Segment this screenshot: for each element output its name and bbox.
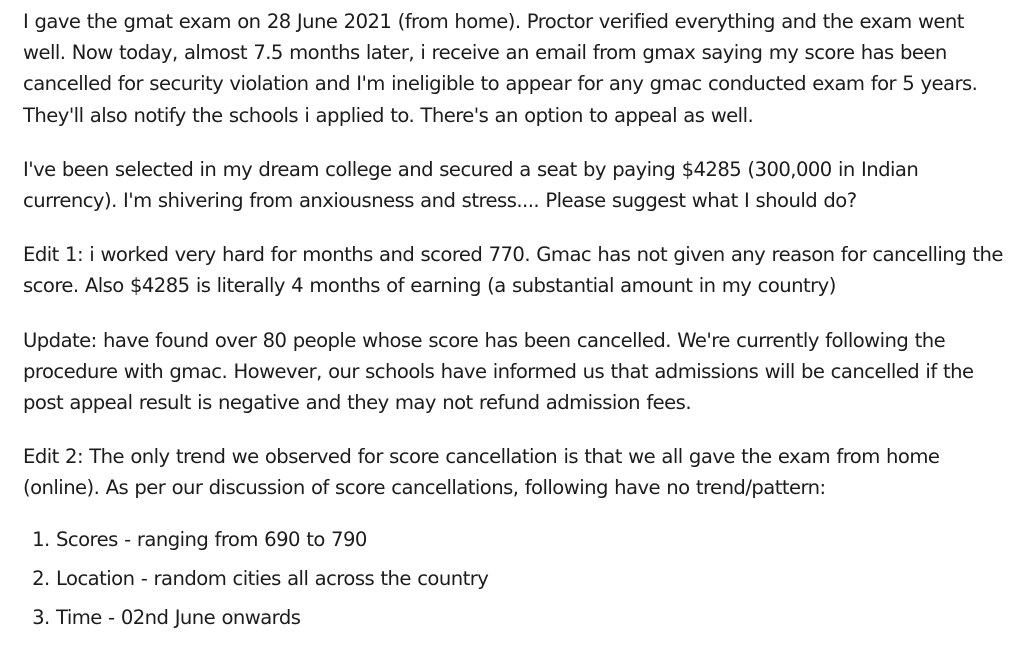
post-paragraph-edit-2: Edit 2: The only trend we observed for score cancellation is that we all gave the exam from home (online). As per our discussion of score cancellations, following have no trend/pattern: (23, 445, 940, 500)
post-paragraph-payment: I've been selected in my dream college and secured a seat by paying $4285 (300,000 in Indian currency). I'm shivering from anxiousness and stress.... Please suggest what I should do? (23, 157, 919, 213)
post-paragraph-update: Update: have found over 80 people whose score has been cancelled. We're currently following the procedure with gmac. However, our schools have informed us that admissions will be cancelled if the post appeal result is negative and they may not refund admission fees. (23, 328, 974, 415)
post-body (23, 6, 1008, 641)
list-item-scores: 1. Scores - ranging from 690 to 790 (56, 524, 1008, 555)
post-paragraph-intro: I gave the gmat exam on 28 June 2021 (from home). Proctor verified everything and the exam went well. Now today, almost 7.5 months later, i receive an email from gmax saying my score has been cancelled for security violation and I'm ineligible to appear for any gmac conducted exam for 5 years. They'll also notify the schools i applied to. There's an option to appeal as well. (23, 10, 978, 127)
list-item-location: 2. Location - random cities all across the country (56, 563, 1008, 594)
pattern-list (23, 524, 1008, 634)
post-paragraph-edit-1: Edit 1: i worked very hard for months and scored 770. Gmac has not given any reason for cancelling the score. Also $4285 is literally 4 months of earning (a substantial amount in my country) (23, 243, 1003, 298)
list-item-time: 3. Time - 02nd June onwards (56, 602, 1008, 633)
